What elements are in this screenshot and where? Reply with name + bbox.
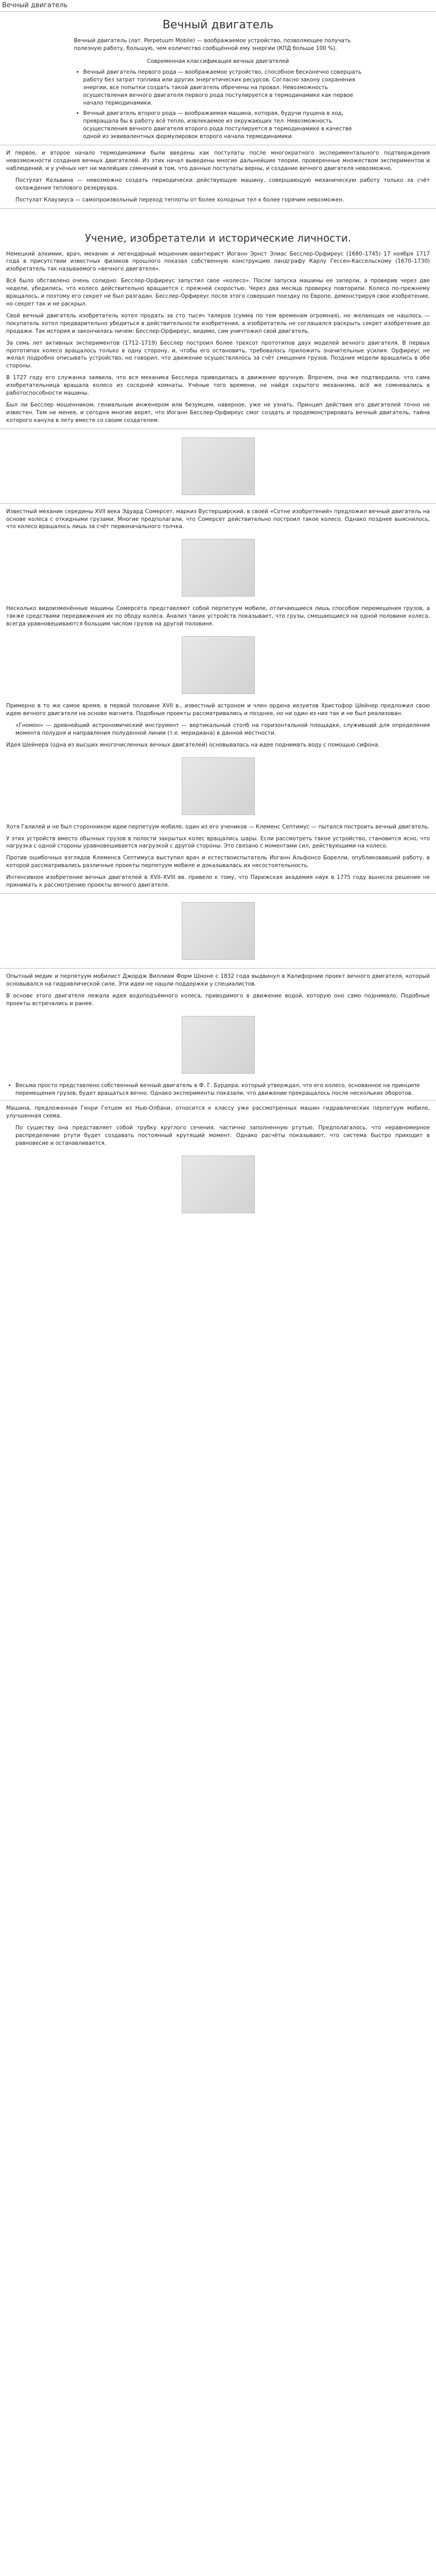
paragraph: Интенсивное изобретение вечных двигателей в XVII–XVIII вв. привело к тому, что Парижская академия наук в 1775 году вынесла решение не принимать к рассмотрению проекты вечного двигателя. [6,874,430,889]
paragraph: Был ли Бесслер мошенником, гениальным инженером или безумцем, наверное, уже не узнать. Принцип действия его двигателей точно не известен. Тем не менее, и сегодня многие верят, что Иоганн Бесслер-Орфиреус смог создать и продемонстрировать вечный двигатель, тайна которого канула в лету вместе со своим создателем. [6,401,430,423]
page-title: Вечный двигатель [2,2,68,9]
paragraph: Постулат Клаузиуса — самопроизвольный переход теплоты от более холодных тел к более горячим невозможен. [15,196,344,203]
paragraph: Против ошибочных взглядов Клеменса Септимуса выступил врач и естествоиспытатель Иоганн Альфонсо Борелли, опубликовавший работу, в которой рассматривались различные проекты перпетуум мобиле и доказывалась их несостоятельность. [6,855,430,869]
classification-title: Современная классификация вечных двигателей [147,58,289,65]
divider [0,503,436,504]
document [0,11,436,1222]
paragraph: По существу она представляет собой трубку круглого сечения, частично заполненную ртутью. Предполагалось, что неравномерное распределение ртути будет создавать постоянный крутящий момент. Однако расчёты показывают, что система быстро приходит в равновесие и останавливается. [15,1125,430,1147]
paragraph: «Гномон» — древнейший астрономический инструмент — вертикальный столб на горизонтальной площадке, служивший для определения момента полудня и направления полуденной линии (т.е. меридиана) в данной местности. [15,722,430,736]
illustration-image [182,636,255,694]
paragraph: Всё было обставлено очень солидно: Бесслер-Орфиреус запустил свое «колесо». После запуска машины ее заперли, а проверив через две недели, убедились, что колесо действительно вращается с прежней скоростью. Через два месяца проверку повторили. Колесо по-прежнему вращалось, и поэтому его секрет не был разгадан. Бесслер-Орфиреус после этого совершил поездку по Европе, демонстрируя свое изобретение, но секрет так и не раскрыл. [6,278,430,307]
section-people [74,231,362,245]
section-people-body [0,250,436,425]
paragraph: Свой вечный двигатель изобретатель хотел продать за сто тысяч талеров (сумма по тем временам огромная), но желающих не нашлось — покупатель хотел предварительно убедиться в действительности изобретения, а изобретатель не соглашался раскрыть секрет изобретения до продажи. Так история и закончилась ничем: Бесслер-Орфиреус, видимо, сам уничтожил свой двигатель. [6,312,430,334]
section-heading: Учение, изобретатели и исторические личности. [84,231,352,244]
section-galileo [0,823,436,889]
paragraph: Хотя Галилей и не был сторонником идеи перпетуум мобиле, один из его учеников — Клеменс Септимус — пытался построить вечный двигатель. [6,823,430,830]
paragraph: За семь лет активных экспериментов (1712–1719) Бесслер построил более трехсот прототипов двух моделей вечного двигателя. В первых прототипах колесо вращалось только в одну сторону, и, чтобы его остановить, требовалось приложить значительные усилия. Орфиреус не желал подробно описывать устройство, но говорил, что движение осуществлялось за счёт смещения грузов. Поздние модели вращались в обе стороны. [6,340,430,369]
section-somerset [0,508,436,531]
paragraph: Примерно в то же самое время, в первой половине XVII в., известный астроном и член ордена иезуитов Христофор Шейнер предложил свою идею вечного двигателя на основе магнита. Подобные проекты рассматривались и позднее, но ни один из них так и не был реализован. [6,703,430,717]
intro-section [74,17,362,141]
section-hydraulic [0,973,436,1008]
paragraph: В основе этого двигателя лежала идея водоподъёмного колеса, приводимого в движение водой, которую оно само поднимало. Подобные проекты встречались и ранее. [6,992,430,1007]
intro-paragraph: Вечный двигатель (лат. Perpetuum Mobile) — воображаемое устройство, позволяющее получать полезную работу, большую, чем количество сообщённой ему энергии (КПД больше 100 %). [74,38,351,52]
classification-list [74,69,362,141]
illustration-image [182,437,255,495]
paragraph: Постулат Кельвина — невозможно создать периодически действующую машину, совершающую механическую работу только за счёт охлаждения теплового резервуара. [15,177,430,191]
paragraph: Опытный медик и перпетуум мобилист Джордж Виллиам Форм Шноне с 1832 года выдвинул в Калифорнии проект вечного двигателя, который основывался на гидравлической силе. Эти идеи не нашли поддержки у специалистов. [6,973,430,987]
list-item: • Вечный двигатель первого рода — воображаемое устройство, способное бесконечно совершать работу без затрат топлива или других энергетических ресурсов. Согласно закону сохранения энергии, все попытки создать такой двигатель обречены на провал. Невозможность осуществления вечного двигателя первого рода постулируется в термодинамике как первое начало термодинамики. [83,69,362,107]
main-text [0,149,436,204]
burder-list [6,1082,430,1097]
section-burder [0,1082,436,1097]
list-item: • Вечный двигатель второго рода — воображаемая машина, которая, будучи пущена в ход, превращала бы в работу всё тепло, извлекаемое из окружающих тел. Невозможность осуществления вечного двигателя второго рода постулируется в термодинамике в качестве одной из эквивалентных формулировок второго начала термодинамики. [83,110,362,141]
divider [0,893,436,894]
paragraph: У этих устройств вместо обычных грузов в полости закрытых колес вращались шары. Если рассмотреть такое устройство, становится ясно, что нагрузка с одной стороны уравновешивается нагрузкой с другой стороны. Это связано с моментами сил, действующими на колесо. [6,835,430,850]
section-scheiner [0,702,436,749]
illustration-image [182,1156,255,1213]
list-item: • Весьма просто представлено собственный вечный двигатель в Ф. Г. Бурдера, который утверждал, что его колесо, основанное на принципе перемещения грузов, будет вращаться вечно. Однако эксперименты показали, что движение прекращалось после нескольких оборотов. [15,1082,430,1097]
section-getz [0,1105,436,1147]
paragraph: И первое, и второе начало термодинамики были введены как постулаты после многократного экспериментального подтверждения невозможности создания вечных двигателей. Из этих начал выведены многие дальнейшие теории, проверенные множеством экспериментов и наблюдений, и у учёных нет ни малейших сомнений в том, что данные постулаты верны, и создание вечного двигателя невозможно. [6,150,430,172]
paragraph: Машина, предложенная Генри Гетцем из Нью-Олбани, относится к классу уже рассмотренных машин гидравлических перпетуум мобиле, улучшенная схема. [6,1105,430,1120]
paragraph: Идея Шейнера (одна из высших многочисленных вечных двигателей) основывалась на идее поднимать воду с помощью сифона. [6,741,380,748]
paragraph: Известный механик середины XVII века Эдуард Сомерсет, маркиз Вустерширский, в своей «Сотне изобретений» предложил вечный двигатель на основе колеса с откидными грузами. Многие предполагали, что Сомерсет действительно построил такое колесо. Однако позднее выяснилось, что колесо вращалось лишь за счёт первоначального толчка. [6,508,430,530]
section-somerset-body [0,605,436,628]
main-heading: Вечный двигатель [162,19,274,31]
illustration-image [182,757,255,815]
paragraph: Несколько видоизменённые машины Сомерсета представляют собой перпетуум мобиле, отличающиеся лишь способом перемещения грузов, а также средствами передвижения их по ободу колеса. Анализ таких устройств показывает, что грузы, смещающиеся на одной половине колеса, всегда уравновешиваются большим числом грузов на другой половине. [6,605,430,628]
paragraph: В 1727 году его служанка заявила, что вся механика Бесслера приводилась в движение вручную. Впрочем, она же подтвердила, что сама изобретательница вращала колесо из соседней комнаты. Учёные того времени, не найдя скрытого механизма, всё же сомневались в работоспособности машины. [6,375,430,397]
top-divider [0,11,436,12]
illustration-image [182,1016,255,1074]
paragraph: Немецкий алхимик, врач, механик и легендарный мошенник-авантюрист Иоганн Эрнст Элиас Бесслер-Орфиреус (1680–1745) 17 ноября 1717 года в присутствии известных физиков прошлого показал собственную конструкцию ландграфу Карлу Гессен-Кассельскому (1670–1730) изобретатель так называемого «вечного двигателя». [6,250,430,273]
illustration-image [182,902,255,960]
illustration-image [182,539,255,597]
divider [0,968,436,969]
